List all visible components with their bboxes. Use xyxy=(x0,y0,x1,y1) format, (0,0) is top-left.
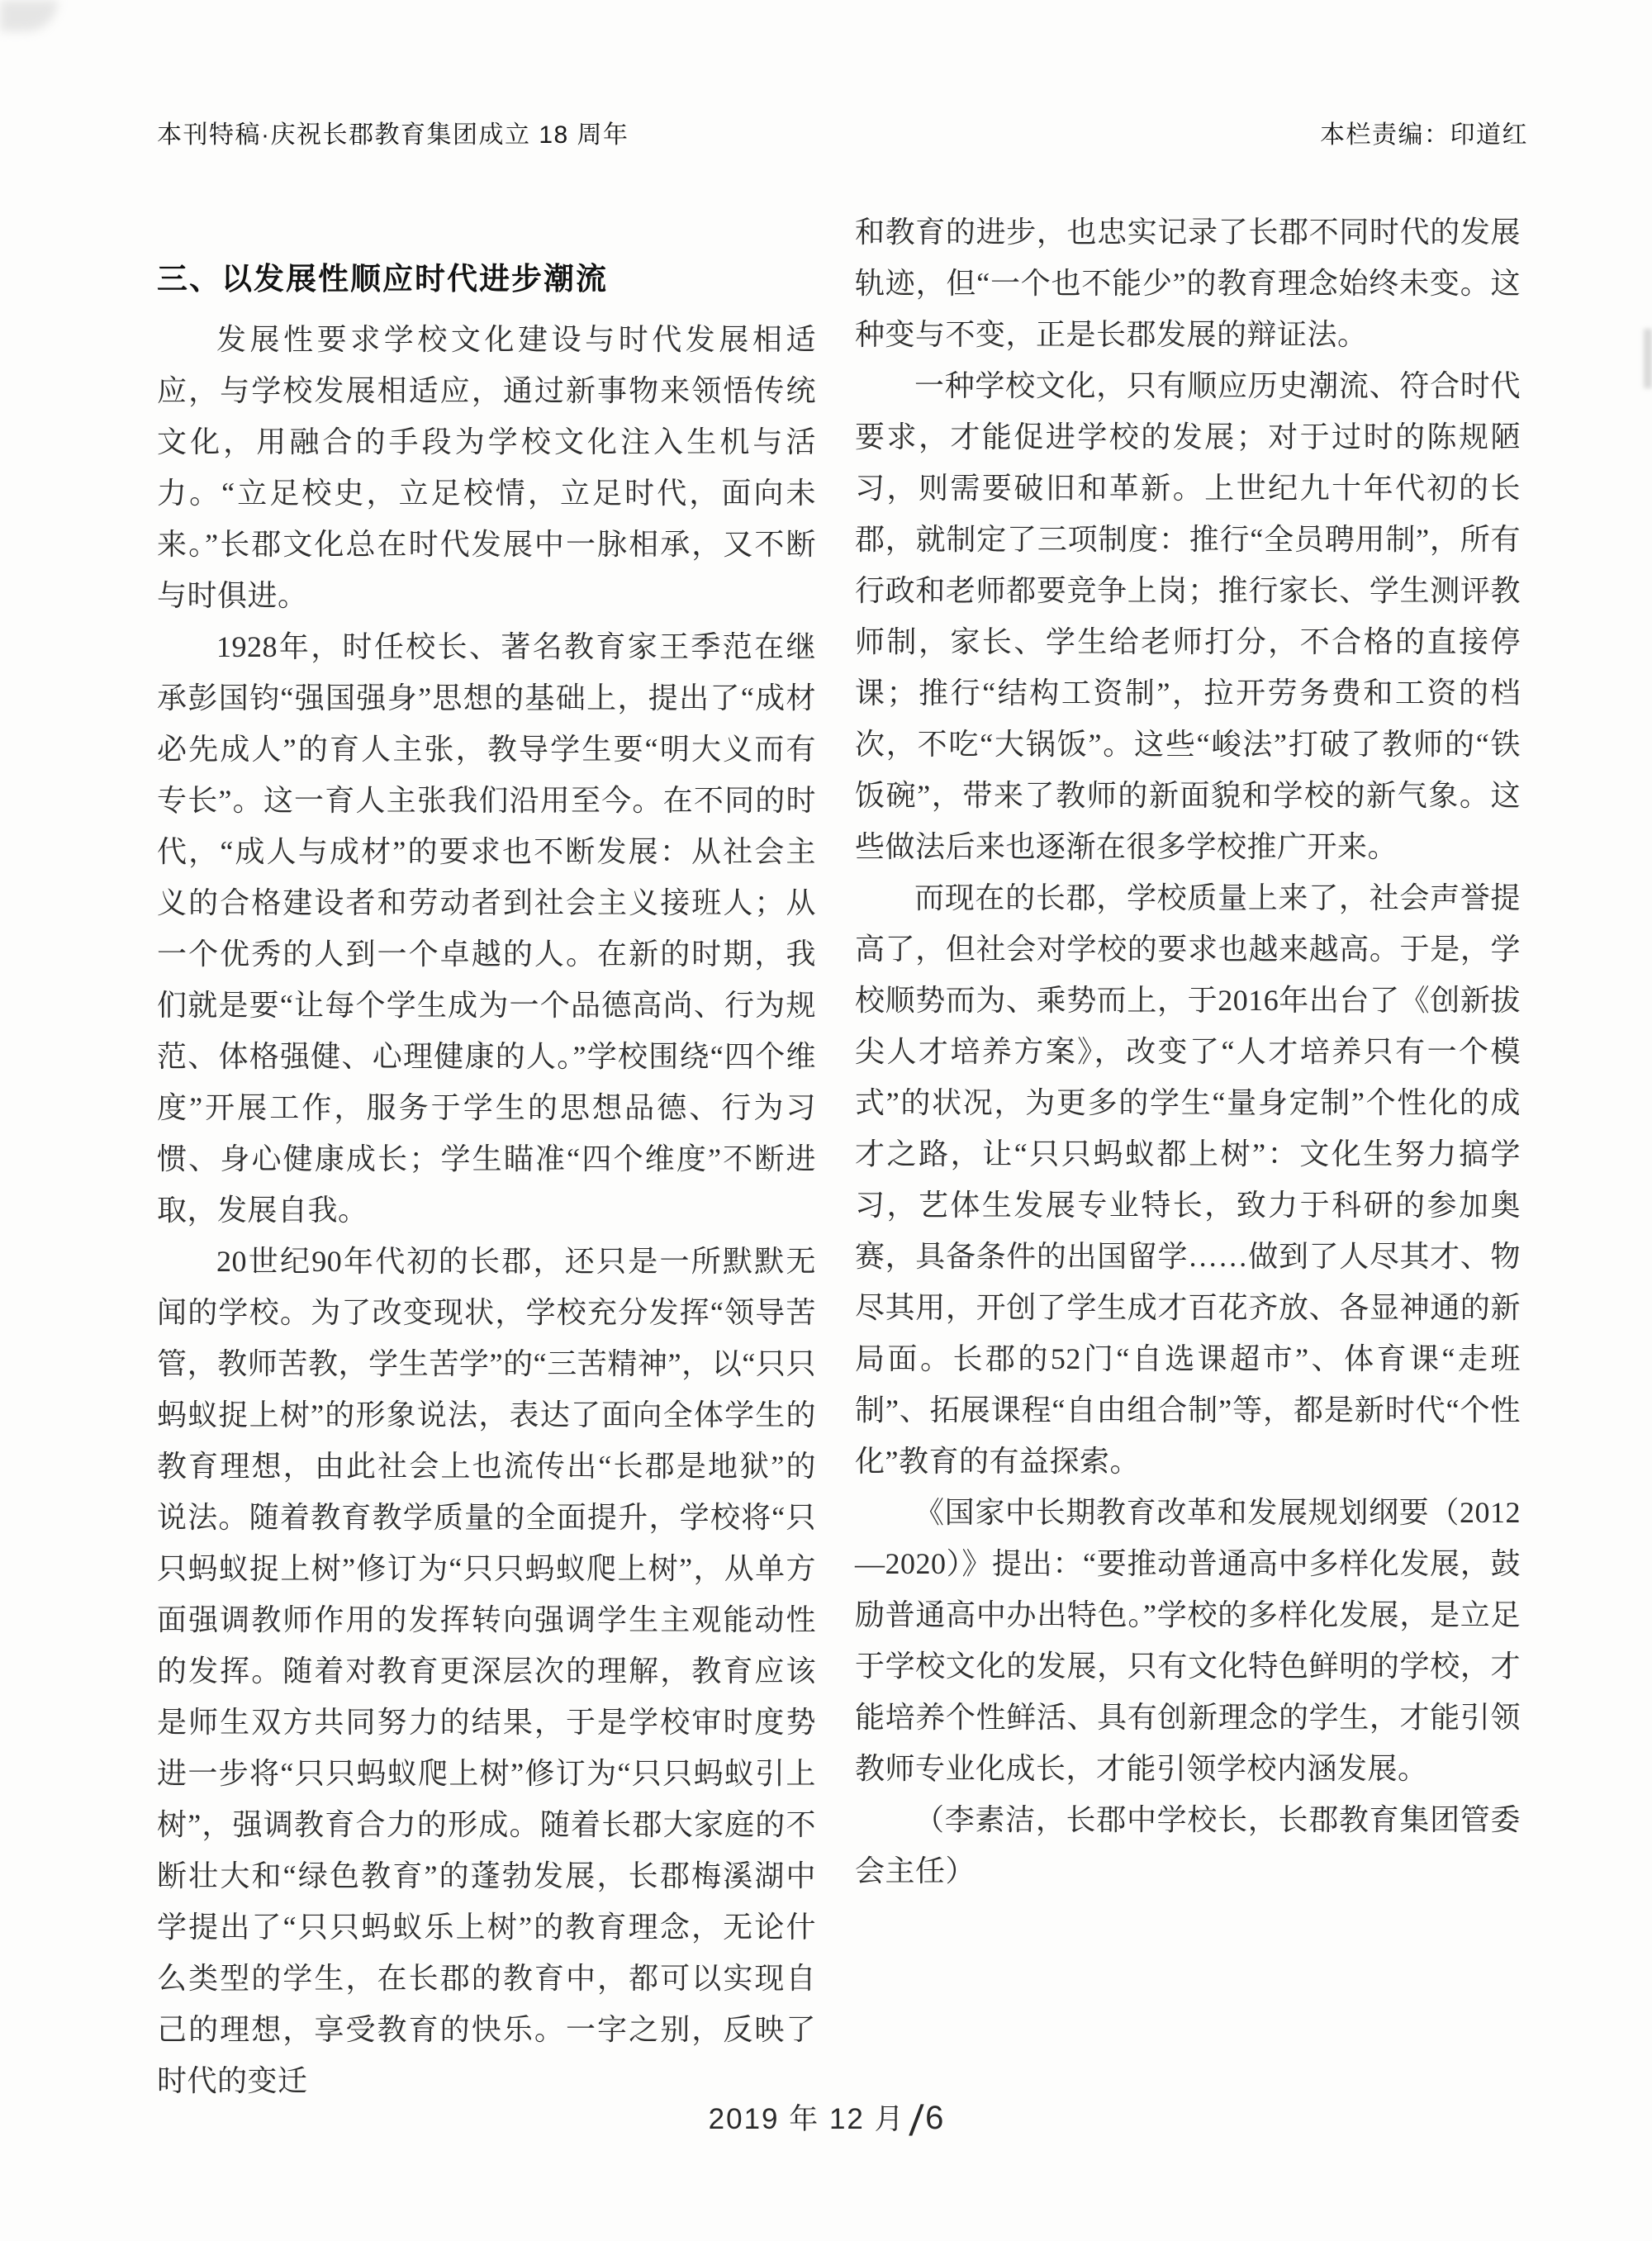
page-footer xyxy=(0,2096,1652,2146)
section-heading: 三、以发展性顺应时代进步潮流 xyxy=(157,261,608,296)
paragraph: 一种学校文化，只有顺应历史潮流、符合时代要求，才能促进学校的发展；对于过时的陈规陋习，则需要破旧和革新。上世纪九十年代初的长郡，就制定了三项制度：推行“全员聘用制”，所有行政和老师都要竞争上岗；推行家长、学生测评教师制，家长、学生给老师打分，不合格的直接停课；推行“结构工资制”，拉开劳务费和工资的档次，不吃“大锅饭”。这些“峻法”打破了教师的“铁饭碗”，带来了教师的新面貌和学校的新气象。这些做法后来也逐渐在很多学校推广开来。 xyxy=(855,369,1521,863)
running-header xyxy=(157,114,1528,150)
paragraph-continuation: 和教育的进步，也忠实记录了长郡不同时代的发展轨迹，但“一个也不能少”的教育理念始终未变。这种变与不变，正是长郡发展的辩证法。 xyxy=(855,216,1521,351)
paragraph: 发展性要求学校文化建设与时代发展相适应，与学校发展相适应，通过新事物来领悟传统文化，用融合的手段为学校文化注入生机与活力。“立足校史，立足校情，立足时代，面向未来。”长郡文化总在时代发展中一脉相承，又不断与时俱进。 xyxy=(157,323,816,612)
left-text-column xyxy=(157,314,816,2106)
header-column-title: 本刊特稿·庆祝长郡教育集团成立 18 周年 xyxy=(157,121,629,149)
footer-slash: / xyxy=(907,2097,927,2145)
scan-smudge-topleft xyxy=(0,0,58,31)
scan-smudge-right-edge xyxy=(1644,329,1652,388)
paragraph: 《国家中长期教育改革和发展规划纲要（2012—2020）》提出：“要推动普通高中多样化发展，鼓励普通高中办出特色。”学校的多样化发展，是立足于学校文化的发展，只有文化特色鲜明的学校，才能培养个性鲜活、具有创新理念的学生，才能引领教师专业化成长，才能引领学校内涵发展。 xyxy=(855,1496,1521,1785)
paragraph-author-credit: （李素洁，长郡中学校长，长郡教育集团管委会主任） xyxy=(855,1803,1521,1887)
paragraph: 而现在的长郡，学校质量上来了，社会声誉提高了，但社会对学校的要求也越来越高。于是，学校顺势而为、乘势而上，于2016年出台了《创新拔尖人才培养方案》，改变了“人才培养只有一个模式”的状况，为更多的学生“量身定制”个性化的成才之路，让“只只蚂蚁都上树”：文化生努力搞学习，艺体生发展专业特长，致力于科研的参加奥赛，具备条件的出国留学……做到了人尽其才、物尽其用，开创了学生成才百花齐放、各显神通的新局面。长郡的52门“自选课超市”、体育课“走班制”、拓展课程“自由组合制”等，都是新时代“个性化”教育的有益探索。 xyxy=(855,881,1521,1478)
paragraph: 20世纪90年代初的长郡，还只是一所默默无闻的学校。为了改变现状，学校充分发挥“领导苦管，教师苦教，学生苦学”的“三苦精神”，以“只只蚂蚁捉上树”的形象说法，表达了面向全体学生的教育理想，由此社会上也流传出“长郡是地狱”的说法。随着教育教学质量的全面提升，学校将“只只蚂蚁捉上树”修订为“只只蚂蚁爬上树”，从单方面强调教师作用的发挥转向强调学生主观能动性的发挥。随着对教育更深层次的理解，教育应该是师生双方共同努力的结果，于是学校审时度势进一步将“只只蚂蚁爬上树”修订为“只只蚂蚁引上树”，强调教育合力的形成。随着长郡大家庭的不断壮大和“绿色教育”的蓬勃发展，长郡梅溪湖中学提出了“只只蚂蚁乐上树”的教育理念，无论什么类型的学生，在长郡的教育中，都可以实现自己的理想，享受教育的快乐。一字之别，反映了时代的变迁 xyxy=(157,1245,816,2097)
footer-issue-date: 2019 年 12 月 xyxy=(708,2103,905,2135)
paragraph: 1928年，时任校长、著名教育家王季范在继承彭国钧“强国强身”思想的基础上，提出了“成材必先成人”的育人主张，教导学生要“明大义而有专长”。这一育人主张我们沿用至今。在不同的时代，“成人与成材”的要求也不断发展：从社会主义的合格建设者和劳动者到社会主义接班人；从一个优秀的人到一个卓越的人。在新的时期，我们就是要“让每个学生成为一个品德高尚、行为规范、体格强健、心理健康的人。”学校围绕“四个维度”开展工作，服务于学生的思想品德、行为习惯、身心健康成长；学生瞄准“四个维度”不断进取，发展自我。 xyxy=(157,630,816,1227)
header-editor-credit: 本栏责编：印道红 xyxy=(1320,121,1528,149)
footer-page-number: 6 xyxy=(925,2100,944,2136)
right-text-column xyxy=(855,207,1521,1897)
